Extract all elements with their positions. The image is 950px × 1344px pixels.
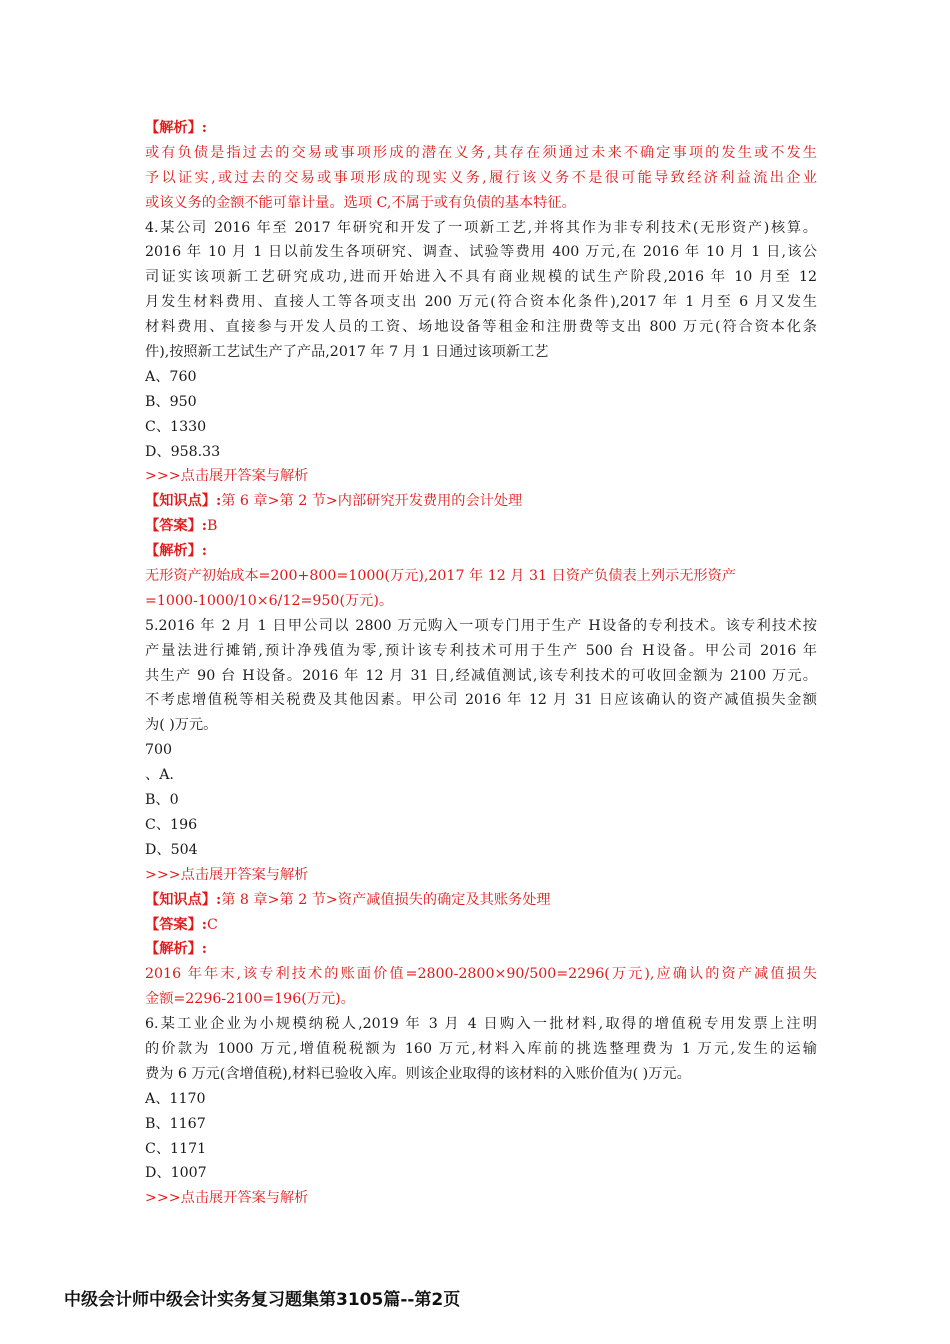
q4-answer bbox=[145, 514, 817, 539]
q3-analysis-line: 或有负债是指过去的交易或事项形成的潜在义务,其存在须通过未来不确定事项的发生或不发生 bbox=[145, 144, 817, 161]
q5-analysis-line: 金额=2296-2100=196(万元)。 bbox=[145, 991, 355, 1008]
q5-option-c: C、196 bbox=[145, 816, 198, 833]
q4-analysis-line: 无形资产初始成本=200+800=1000(万元),2017 年 12 月 31 日资产负债表上列示无形资产 bbox=[145, 568, 736, 585]
q4-expand-answer-link[interactable]: >>>点击展开答案与解析 bbox=[145, 468, 309, 485]
q6-option-a: A、1170 bbox=[145, 1090, 206, 1107]
q6-option-c: C、1171 bbox=[145, 1140, 207, 1157]
q4-stem-line: 材料费用、直接参与开发人员的工资、场地设备等租金和注册费等支出 800 万元(符合资本化条 bbox=[145, 319, 817, 336]
q6-stem-line: 费为 6 万元(含增值税),材料已验收入库。则该企业取得的该材料的入账价值为( )万元。 bbox=[145, 1065, 691, 1082]
q4-knowledge-label: 【知识点】: bbox=[145, 493, 222, 510]
q5-analysis-line: 2016 年年末,该专利技术的账面价值=2800-2800×90/500=2296(万元),应确认的资产减值损失 bbox=[145, 966, 817, 983]
q3-analysis-label: 【解析】: bbox=[145, 120, 207, 136]
q6-stem-line: 6.某工业企业为小规模纳税人,2019 年 3 月 4 日购入一批材料,取得的增值税专用发票上注明 bbox=[145, 1016, 817, 1033]
q5-knowledge-label: 【知识点】: bbox=[145, 891, 222, 908]
q4-stem-line: 2016 年 10 月 1 日以前发生各项研究、调查、试验等费用 400 万元,在 2016 年 10 月 1 日,该公 bbox=[145, 244, 817, 261]
q5-option-a-label: 、A. bbox=[145, 767, 174, 784]
document-page bbox=[145, 116, 817, 1211]
q5-answer-label: 【答案】: bbox=[145, 916, 207, 933]
q6-stem-line: 的价款为 1000 万元,增值税税额为 160 万元,材料入库前的挑选整理费为 1 万元,发生的运输 bbox=[145, 1040, 817, 1057]
q5-expand-answer-link[interactable]: >>>点击展开答案与解析 bbox=[145, 866, 309, 883]
q3-analysis-line: 予以证实,或过去的交易或事项形成的现实义务,履行该义务不是很可能导致经济利益流出企业 bbox=[145, 169, 817, 186]
page-footer: 中级会计师中级会计实务复习题集第3105篇--第2页 bbox=[64, 1290, 461, 1310]
q4-stem-line: 件),按照新工艺试生产了产品,2017 年 7 月 1 日通过该项新工艺 bbox=[145, 344, 549, 361]
q4-option-b: B、950 bbox=[145, 393, 197, 410]
q5-stem-line: 5.2016 年 2 月 1 日甲公司以 2800 万元购入一项专门用于生产 H设备的专利技术。该专利技术按 bbox=[145, 617, 817, 634]
q4-answer-label: 【答案】: bbox=[145, 518, 207, 535]
q5-knowledge-point bbox=[145, 888, 817, 913]
q4-knowledge-text: 第 6 章>第 2 节>内部研究开发费用的会计处理 bbox=[221, 493, 523, 510]
q4-option-d: D、958.33 bbox=[145, 443, 221, 460]
q4-option-a: A、760 bbox=[145, 368, 197, 385]
q5-stem-line: 产量法进行摊销,预计净残值为零,预计该专利技术可用于生产 500 台 H设备。甲公司 2016 年 bbox=[145, 642, 817, 659]
q3-analysis-line: 或该义务的金额不能可靠计量。选项 C,不属于或有负债的基本特征。 bbox=[145, 194, 576, 211]
q4-stem-line: 司证实该项新工艺研究成功,进而开始进入不具有商业规模的试生产阶段,2016 年 10 月至 12 bbox=[145, 269, 817, 286]
q4-option-c: C、1330 bbox=[145, 418, 207, 435]
q5-knowledge-text: 第 8 章>第 2 节>资产减值损失的确定及其账务处理 bbox=[221, 891, 551, 908]
q6-option-d: D、1007 bbox=[145, 1165, 207, 1182]
q5-analysis-label: 【解析】: bbox=[145, 941, 207, 958]
q4-analysis-label: 【解析】: bbox=[145, 543, 207, 560]
q5-option-a-value: 700 bbox=[145, 742, 173, 759]
q4-knowledge-point bbox=[145, 489, 817, 514]
q4-answer-text: B bbox=[207, 518, 218, 535]
q4-stem-line: 月发生材料费用、直接人工等各项支出 200 万元(符合资本化条件),2017 年 1 月至 6 月又发生 bbox=[145, 294, 817, 311]
q5-answer-text: C bbox=[207, 916, 218, 933]
q5-option-b: B、0 bbox=[145, 792, 179, 809]
q5-option-d: D、504 bbox=[145, 841, 198, 858]
q5-stem-line: 共生产 90 台 H设备。2016 年 12 月 31 日,经减值测试,该专利技术的可收回金额为 2100 万元。 bbox=[145, 667, 817, 684]
q5-answer bbox=[145, 913, 817, 938]
q4-analysis-line: =1000-1000/10×6/12=950(万元)。 bbox=[145, 592, 394, 609]
q5-stem-line: 为( )万元。 bbox=[145, 717, 218, 734]
q6-option-b: B、1167 bbox=[145, 1115, 206, 1132]
q5-stem-line: 不考虑增值税等相关税费及其他因素。甲公司 2016 年 12 月 31 日应该确认的资产减值损失金额 bbox=[145, 692, 817, 709]
q6-expand-answer-link[interactable]: >>>点击展开答案与解析 bbox=[145, 1190, 309, 1207]
q4-stem-line: 4.某公司 2016 年至 2017 年研究和开发了一项新工艺,并将其作为非专利技术(无形资产)核算。 bbox=[145, 219, 817, 236]
